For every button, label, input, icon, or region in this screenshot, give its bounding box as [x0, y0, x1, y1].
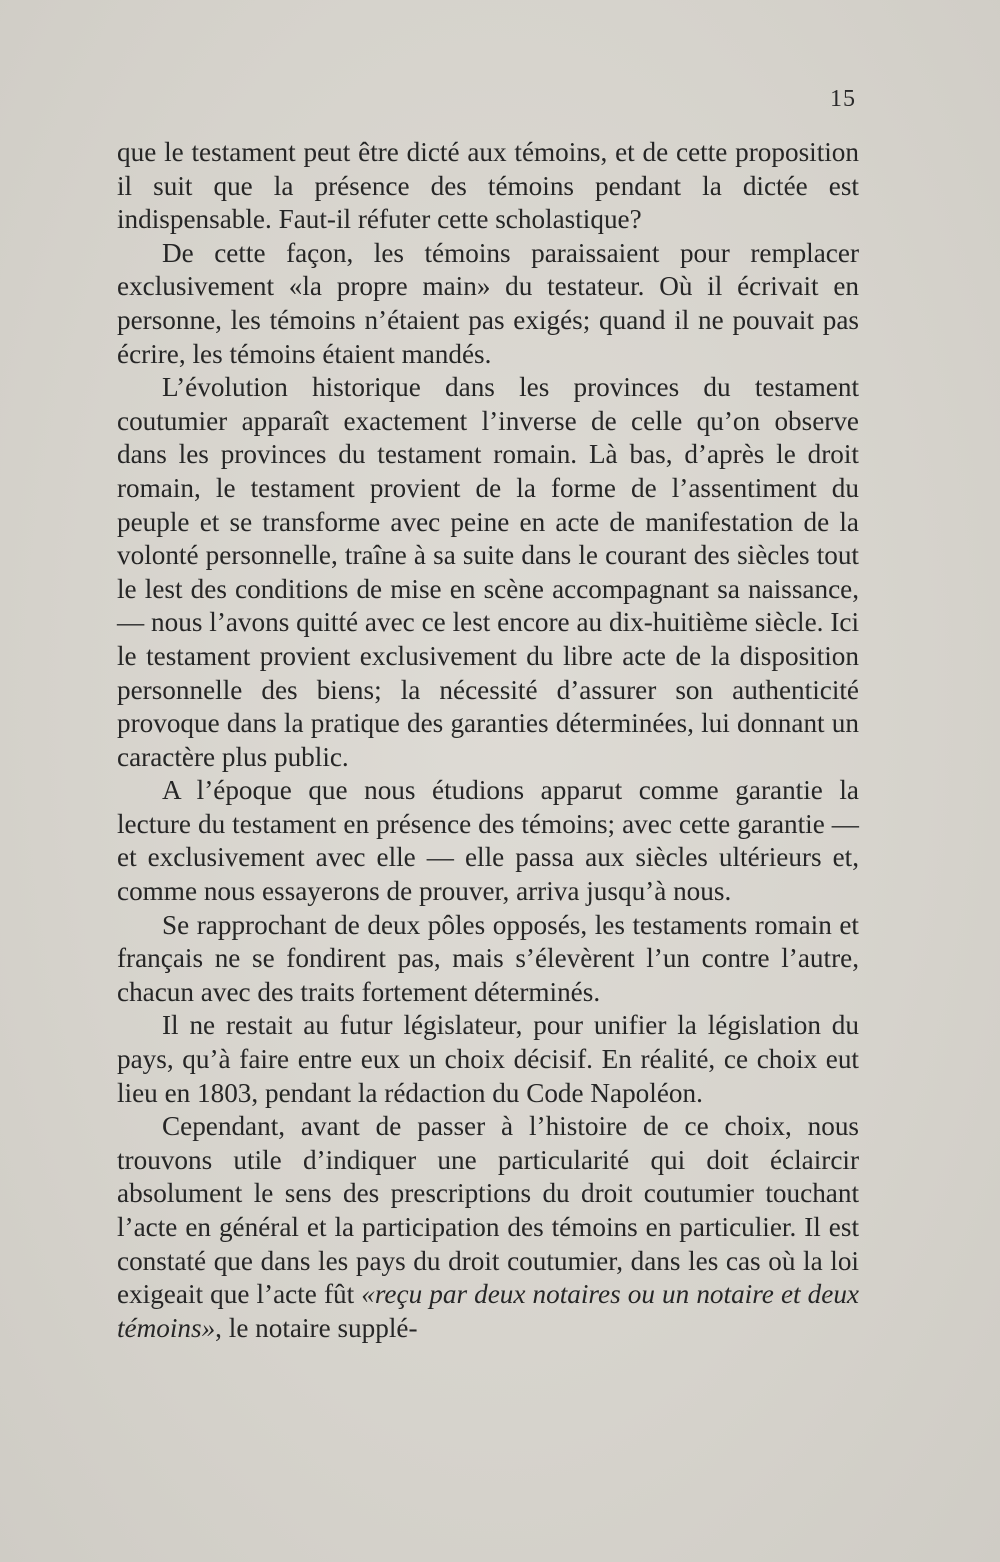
text-segment: Cependant, avant de passer à l’histoire de ce choix, nous trouvons utile d’indiquer une particularité qui doit éclaircir absolument le sens des prescriptions du droit coutumier touchant l’acte en général et la participation des témoins en particulier. Il est constaté que dans les pays du droit coutumier, dans les cas où la loi exigeait que l’acte fût [117, 1111, 859, 1310]
body-text [117, 136, 859, 1345]
paragraph [117, 774, 859, 908]
paragraph [117, 371, 859, 774]
paragraph [117, 1110, 859, 1345]
paragraph [117, 909, 859, 1010]
paragraph [117, 136, 859, 237]
page-number: 15 [830, 86, 856, 112]
text-segment: Se rapprochant de deux pôles opposés, les testaments romain et français ne se fondirent pas, mais s’élevèrent l’un contre l’autre, chacun avec des traits fortement déterminés. [117, 909, 859, 1007]
text-segment: , le notaire supplé- [215, 1312, 418, 1343]
text-segment: que le testament peut être dicté aux témoins, et de cette proposition il suit que la présence des témoins pendant la dictée est indispensable. Faut-il réfuter cette scholastique? [117, 137, 859, 235]
text-segment: L’évolution historique dans les provinces du testament coutumier apparaît exactement l’inverse de celle qu’on observe dans les provinces du testament romain. Là bas, d’après le droit romain, le testament provient de la forme de l’assentiment du peuple et se transforme avec peine en acte de manifestation de la volonté personnelle, traîne à sa suite dans le courant des siècles tout le lest des conditions de mise en scène accompagnant sa naissance, — nous l’avons quitté avec ce lest encore au dix-huitième siècle. Ici le testament provient exclusivement du libre acte de la disposition personnelle des biens; la nécessité d’assurer son authenticité provoque dans la pratique des garanties déterminées, lui donnant un caractère plus public. [117, 372, 859, 772]
text-segment: A l’époque que nous étudions apparut comme garantie la lecture du testament en présence des témoins; avec cette garantie — et exclusivement avec elle — elle passa aux siècles ultérieurs et, comme nous essayerons de prouver, arriva jusqu’à nous. [117, 775, 859, 907]
text-segment: De cette façon, les témoins paraissaient pour remplacer exclusivement «la propre main» du testateur. Où il écrivait en personne, les témoins n’étaient pas exigés; quand il ne pouvait pas écrire, les témoins étaient mandés. [117, 237, 859, 369]
paragraph [117, 1009, 859, 1110]
text-segment: Il ne restait au futur législateur, pour unifier la législation du pays, qu’à faire entre eux un choix décisif. En réalité, ce choix eut lieu en 1803, pendant la rédaction du Code Napoléon. [117, 1010, 859, 1108]
paragraph [117, 237, 859, 371]
italic-quotation: «reçu par deux notaires ou un notaire et deux témoins» [117, 1279, 859, 1343]
